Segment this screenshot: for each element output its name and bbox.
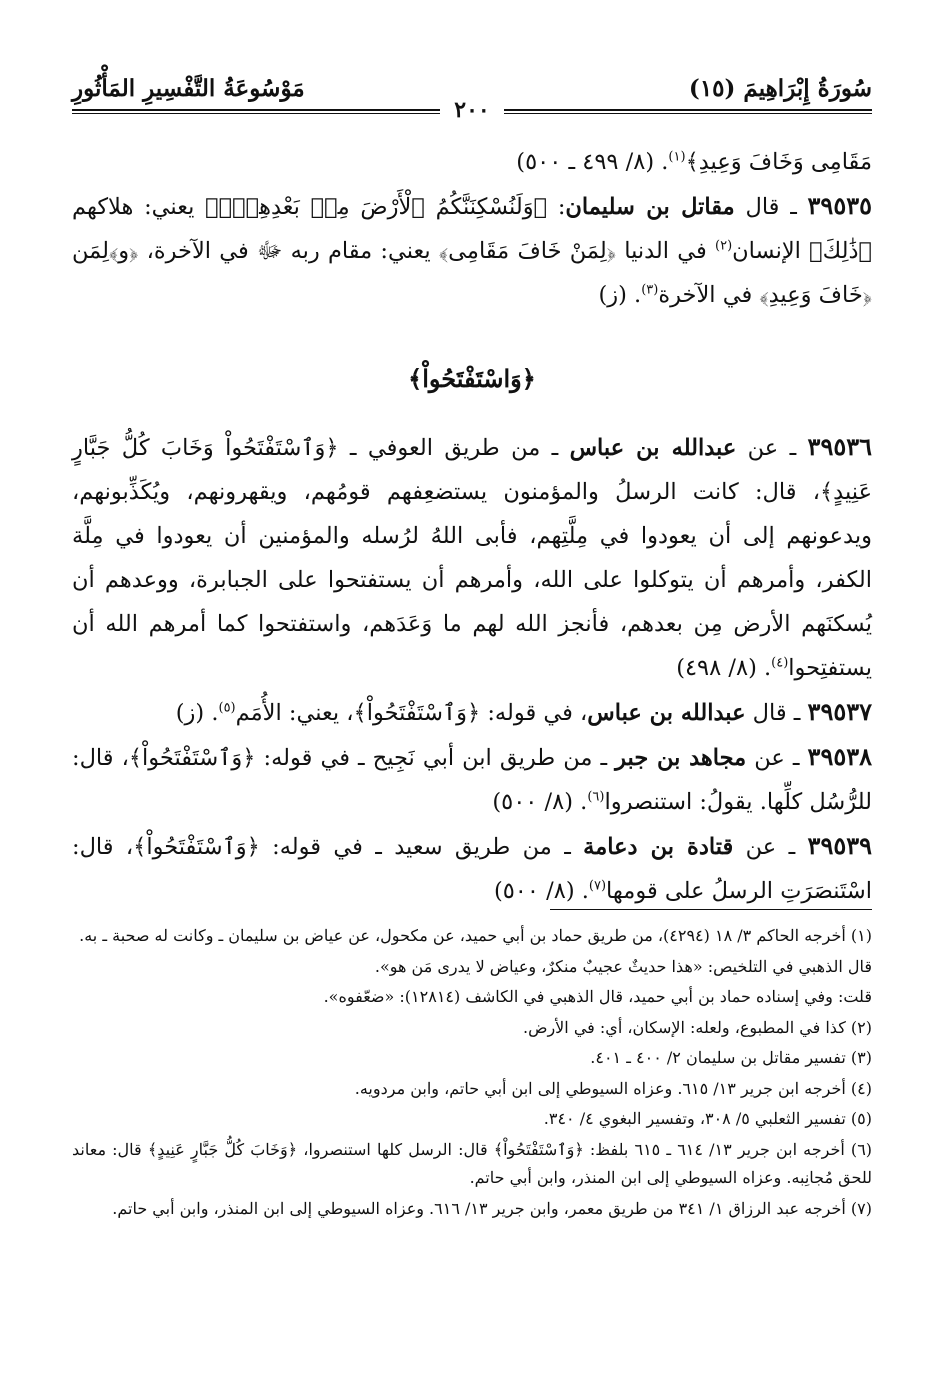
footnote-ref: (٥): [218, 700, 236, 716]
volume-ref: . (٨/ ٥٠٠): [492, 789, 588, 815]
narrator-name: قتادة بن دعامة: [583, 834, 734, 860]
narration-number: ٣٩٥٣٧: [807, 697, 872, 726]
footnotes-divider: [550, 909, 872, 910]
narration-number: ٣٩٥٣٥: [807, 191, 872, 220]
text-fragment: ـ عن: [736, 435, 808, 461]
volume-ref: . (٨/ ٤٩٨): [676, 655, 772, 681]
narration-number: ٣٩٥٣٦: [807, 432, 872, 461]
narration-39539: [72, 824, 872, 913]
footnote-ref: (٢): [715, 238, 733, 254]
text-fragment: ، في قوله: ﴿وَٱسْتَفْتَحُواْ﴾، يعني: الأُمَم: [235, 700, 588, 726]
narrator-name: عبدالله بن عباس: [587, 700, 746, 726]
footnote-ref: (٣): [641, 282, 659, 298]
footnote-ref: (١): [668, 149, 686, 165]
quran-verse: مَقَامِى وَخَافَ وَعِيدِ﴾: [685, 149, 872, 175]
text-fragment: : ﴿وَلَنُسْكِنَنَّكُمُ ٱلْأَرْضَ مِنۢ بَعْدِهِمْۚ﴾ يعني: هلاكهم ﴿ذَٰلِكَ﴾ الإنسان: [72, 194, 872, 264]
footnotes: [72, 922, 872, 1225]
footnote: (٤) أخرجه ابن جرير ١٣/ ٦١٥. وعزاه السيوطي إلى ابن أبي حاتم، وابن مردويه.: [354, 1078, 872, 1098]
section-heading: ﴿وَاسْتَفْتَحُواْ﴾: [408, 364, 536, 393]
footnote-ref: (٧): [588, 878, 607, 894]
page-number-wrap: [0, 97, 944, 123]
text-fragment: ـ من طريق العوفي ـ ﴿وَٱسْتَفْتَحُواْ وَخَابَ كُلُّ جَبَّارٍ عَنِيدٍ﴾، قال: كانت الرسلُ والمؤمنون يستضعِفهم قومُهم، ويقهرونهم، ويُكَذِّبونهم، ويدعونهم إلى أن يعودوا في مِلَّتِهم، فأبى اللهُ لرُسله والمؤمنين أن يعودوا في مِلَّة الكفر، وأمرهم أن يتوكلوا على الله، وأمرهم أن يستفتحوا على الجبابرة، ووعدهم أن يُسكنَهم الأرض مِن بعدهم، فأنجز الله لهم ما وَعَدَهم، واستفتحوا كما أمرهم الله أن يستفتِحوا: [72, 435, 872, 681]
narration-number: ٣٩٥٣٨: [807, 742, 872, 771]
footnote-ref: (٦): [587, 789, 605, 805]
footnote: (١) أخرجه الحاكم ٣/ ١٨ (٤٢٩٤)، من طريق حماد بن أبي حميد، عن مكحول، عن عياض بن سليمان ـ وكانت له صحبة ـ به.: [79, 926, 872, 945]
volume-ref: . (ز): [175, 700, 219, 726]
main-text: [72, 140, 872, 913]
footnote: قلت: وفي إسناده حماد بن أبي حميد، قال الذهبي في الكاشف (١٢٨١٤): «ضعّفوه».: [323, 987, 872, 1006]
footnote: (٢) كذا في المطبوع، ولعله: الإسكان، أي: في الأرض.: [523, 1017, 872, 1037]
footnote: (٦) أخرجه ابن جرير ١٣/ ٦١٤ ـ ٦١٥ بلفظ: ﴿وَٱسْتَفْتَحُواْ﴾ قال: الرسل كلها استنصروا، ﴿وَخَابَ كُلُّ جَبَّارٍ عَنِيدٍ﴾ قال: معاند للحق مُجانِبه. وعزاه السيوطي إلى ابن المنذر، وابن أبي حاتم.: [72, 1139, 873, 1187]
footnote-ref: (٤): [771, 655, 789, 671]
footnote: (٥) تفسير الثعلبي ٥/ ٣٠٨، وتفسير البغوي ٤/ ٣٤٠.: [543, 1109, 872, 1128]
narrator-name: عبدالله بن عباس: [569, 435, 737, 461]
narration-39535: [72, 184, 872, 317]
narrator-name: مقاتل بن سليمان: [565, 194, 735, 220]
surah-title: سُورَةُ إِبْرَاهِيمَ (١٥): [688, 75, 872, 102]
narrator-name: مجاهد بن جبر: [615, 745, 747, 771]
footnote: قال الذهبي في التلخيص: «هذا حديثٌ عجيبٌ منكرٌ، وعياض لا يدرى مَن هو».: [374, 956, 872, 976]
narration-39537: [72, 690, 872, 735]
narration-number: ٣٩٥٣٩: [807, 831, 872, 860]
text-fragment: ـ عن: [733, 834, 808, 860]
volume-ref: . (٨/ ٤٩٩ ـ ٥٠٠): [516, 149, 669, 175]
footnote: (٣) تفسير مقاتل بن سليمان ٢/ ٤٠٠ ـ ٤٠١.: [590, 1048, 872, 1067]
narration-39538: [72, 735, 872, 824]
volume-ref: . (٨/ ٥٠٠): [493, 878, 589, 904]
text-fragment: ـ من طريق ابن أبي نَجِيح ـ في قوله: ﴿وَٱسْتَفْتَحُواْ﴾، قال: للرُّسُل كلِّها. يقولُ: استنصروا: [72, 745, 872, 815]
page-number: ٢٠٠: [440, 97, 503, 123]
text-fragment: ـ من طريق سعيد ـ في قوله: ﴿وَٱسْتَفْتَحُواْ﴾، قال: اسْتَنصَرَتِ الرسلُ على قومها: [72, 834, 872, 904]
narration-39536: [72, 425, 872, 690]
text-fragment: ـ قال: [734, 194, 808, 220]
text-fragment: في الدنيا ﴿لِمَنْ خَافَ مَقَامِى﴾ يعني: مقام ربه ﷻ في الآخرة، ﴿و﴾لِمَن ﴿خَافَ وَعِيدِ﴾ في الآخرة: [72, 238, 872, 308]
paragraph-continuation: [72, 140, 872, 184]
text-fragment: ـ قال: [745, 700, 808, 726]
footnote: (٧) أخرجه عبد الرزاق ١/ ٣٤١ من طريق معمر، وابن جرير ١٣/ ٦١٦. وعزاه السيوطي إلى ابن المنذر، وابن أبي حاتم.: [112, 1198, 872, 1218]
text-fragment: . (ز): [598, 282, 642, 308]
text-fragment: ـ عن: [746, 745, 808, 771]
page-header: [72, 62, 872, 102]
book-title: مَوْسُوعَةُ التَّفْسِيرِ المَأْثُورِ: [72, 75, 305, 102]
